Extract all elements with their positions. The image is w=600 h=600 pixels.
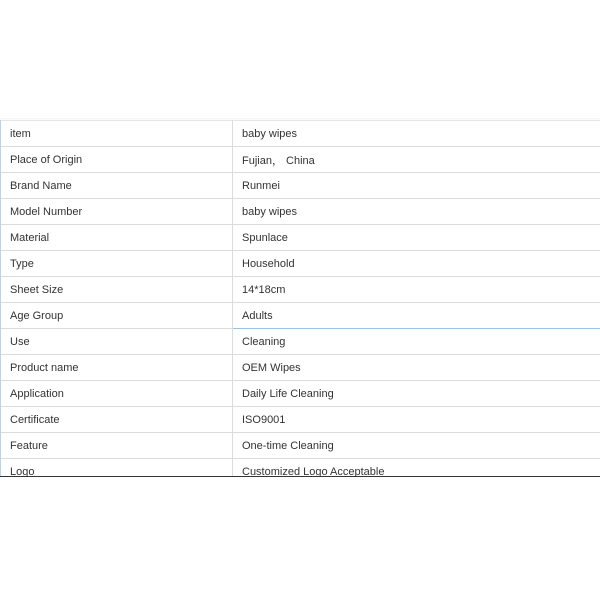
row-key: Application	[1, 381, 233, 407]
table-row	[1, 173, 600, 199]
row-value: OEM Wipes	[233, 355, 600, 381]
row-key: Type	[1, 251, 233, 277]
row-key: Place of Origin	[1, 147, 233, 173]
row-value: One-time Cleaning	[233, 433, 600, 459]
row-value: Daily Life Cleaning	[233, 381, 600, 407]
row-value: Spunlace	[233, 225, 600, 251]
row-key: Sheet Size	[1, 277, 233, 303]
row-value: Customized Logo Acceptable	[233, 459, 600, 478]
table-row	[1, 355, 600, 381]
row-key: Age Group	[1, 303, 233, 329]
table-row-selected	[1, 303, 600, 329]
row-value: Cleaning	[233, 329, 600, 355]
table-row	[1, 121, 600, 147]
table-row	[1, 381, 600, 407]
row-value: Runmei	[233, 173, 600, 199]
table-row	[1, 459, 600, 478]
row-value: ISO9001	[233, 407, 600, 433]
row-key: item	[1, 121, 233, 147]
row-value: Fujian， China	[233, 147, 600, 173]
spec-table-viewport[interactable]	[0, 120, 600, 477]
table-row	[1, 147, 600, 173]
row-key: Use	[1, 329, 233, 355]
row-key: Certificate	[1, 407, 233, 433]
spec-table	[0, 120, 600, 477]
table-row	[1, 277, 600, 303]
row-key: Product name	[1, 355, 233, 381]
table-row	[1, 329, 600, 355]
table-left-edge	[0, 120, 1, 476]
row-value: Adults	[233, 303, 600, 329]
row-key: Model Number	[1, 199, 233, 225]
table-row	[1, 407, 600, 433]
row-key: Material	[1, 225, 233, 251]
table-row	[1, 225, 600, 251]
row-key: Brand Name	[1, 173, 233, 199]
table-row	[1, 199, 600, 225]
row-key: Feature	[1, 433, 233, 459]
row-value: baby wipes	[233, 121, 600, 147]
row-key: Logo	[1, 459, 233, 478]
table-row	[1, 251, 600, 277]
row-value: baby wipes	[233, 199, 600, 225]
row-value: 14*18cm	[233, 277, 600, 303]
row-value: Household	[233, 251, 600, 277]
table-row	[1, 433, 600, 459]
